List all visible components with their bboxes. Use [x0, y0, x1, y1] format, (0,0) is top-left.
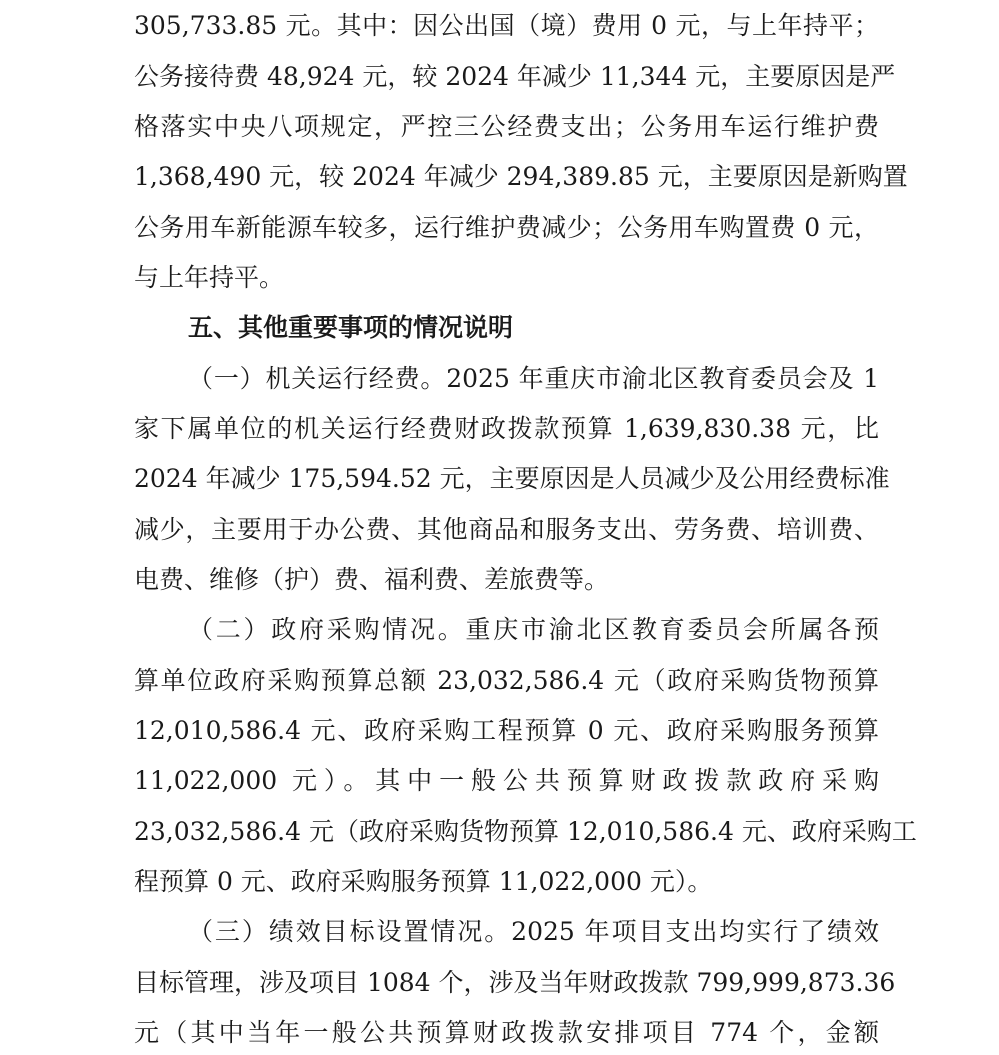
- text-line: 程预算 0 元、政府采购服务预算 11,022,000 元）。: [134, 867, 713, 896]
- text-line: 元（其中当年一般公共预算财政拨款安排项目 774 个，金额: [134, 1018, 879, 1047]
- text-line: 电费、维修（护）费、福利费、差旅费等。: [134, 565, 610, 594]
- text-line: （三）绩效目标设置情况。2025 年项目支出均实行了绩效: [188, 917, 879, 946]
- section-heading: 五、其他重要事项的情况说明: [188, 313, 514, 342]
- text-line: 减少，主要用于办公费、其他商品和服务支出、劳务费、培训费、: [134, 515, 879, 544]
- text-line: 家下属单位的机关运行经费财政拨款预算 1,639,830.38 元，比: [134, 414, 879, 443]
- text-line: 305,733.85 元。其中：因公出国（境）费用 0 元，与上年持平；: [134, 11, 879, 40]
- text-line: 目标管理，涉及项目 1084 个，涉及当年财政拨款 799,999,873.36: [134, 968, 896, 997]
- text-line: 公务接待费 48,924 元，较 2024 年减少 11,344 元，主要原因是严: [134, 62, 896, 91]
- text-line: 公务用车新能源车较多，运行维护费减少；公务用车购置费 0 元，: [134, 213, 879, 242]
- text-line: 23,032,586.4 元（政府采购货物预算 12,010,586.4 元、政府采购工: [134, 817, 917, 846]
- text-line: 2024 年减少 175,594.52 元，主要原因是人员减少及公用经费标准: [134, 464, 890, 493]
- text-line: 与上年持平。: [134, 263, 285, 292]
- text-line: 算单位政府采购预算总额 23,032,586.4 元（政府采购货物预算: [134, 666, 879, 695]
- text-line: （二）政府采购情况。重庆市渝北区教育委员会所属各预: [188, 615, 879, 644]
- text-line: 11,022,000 元）。其中一般公共预算财政拨款政府采购: [134, 766, 879, 795]
- text-line: （一）机关运行经费。2025 年重庆市渝北区教育委员会及 1: [188, 364, 879, 393]
- text-line: 1,368,490 元，较 2024 年减少 294,389.85 元，主要原因是新购置: [134, 162, 908, 191]
- text-line: 12,010,586.4 元、政府采购工程预算 0 元、政府采购服务预算: [134, 716, 879, 745]
- text-line: 格落实中央八项规定，严控三公经费支出；公务用车运行维护费: [134, 112, 879, 141]
